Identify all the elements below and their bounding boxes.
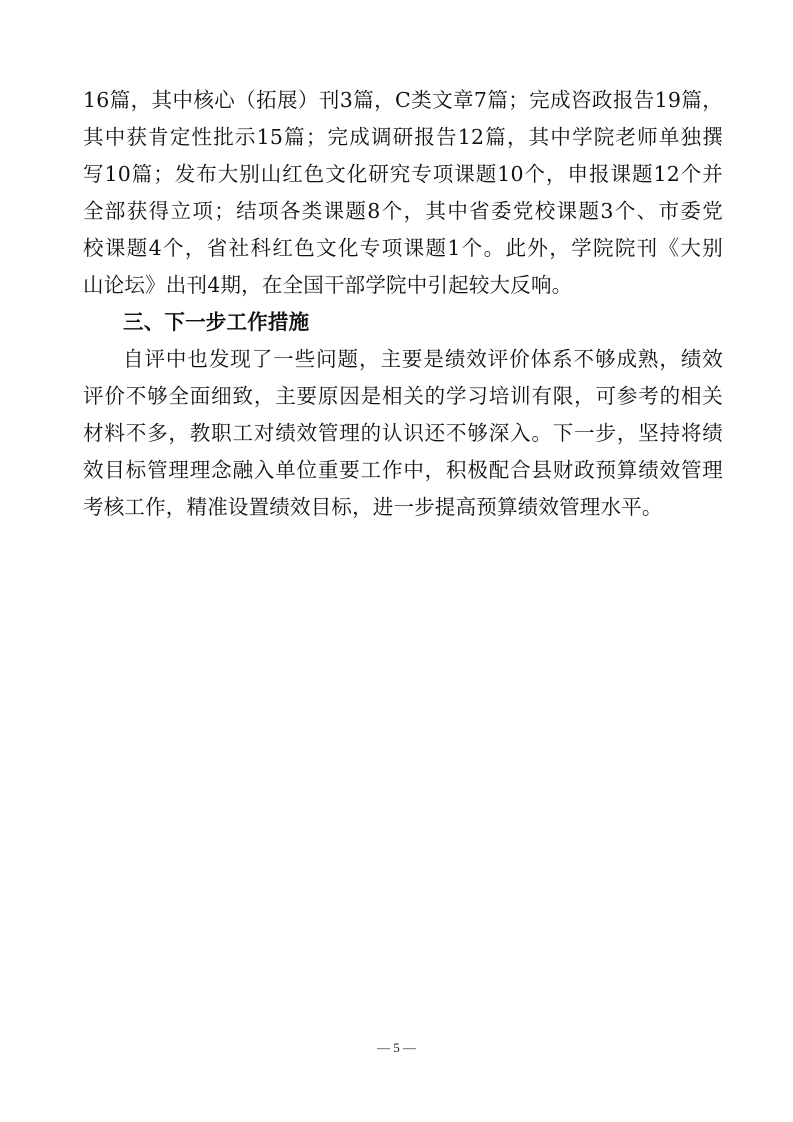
text-line: 其中获肯定性批示15篇；完成调研报告12篇，其中学院老师单独撰 <box>83 125 723 149</box>
text-line: 自评中也发现了一些问题，主要是绩效评价体系不够成熟，绩效 <box>123 347 723 371</box>
text-line: 校课题4个，省社科红色文化专项课题1个。此外，学院院刊《大别 <box>83 236 723 260</box>
text-line: 评价不够全面细致，主要原因是相关的学习培训有限，可参考的相关 <box>83 384 723 408</box>
paragraph-achievements <box>83 82 723 304</box>
text-line: 山论坛》出刊4期，在全国干部学院中引起较大反响。 <box>83 273 573 297</box>
text-line: 全部获得立项；结项各类课题8个，其中省委党校课题3个、市委党 <box>83 199 723 223</box>
text-line: 16篇，其中核心（拓展）刊3篇，C类文章7篇；完成咨政报告19篇， <box>83 88 723 112</box>
text-line: 材料不多，教职工对绩效管理的认识还不够深入。下一步，坚持将绩 <box>83 421 723 445</box>
text-line: 效目标管理理念融入单位重要工作中，积极配合县财政预算绩效管理 <box>83 458 723 482</box>
paragraph-next-steps <box>83 341 723 526</box>
text-line: 考核工作，精准设置绩效目标，进一步提高预算绩效管理水平。 <box>83 495 663 519</box>
page-number: — 5 — <box>377 1040 416 1055</box>
section-heading: 三、下一步工作措施 <box>123 310 310 334</box>
document-body <box>83 82 723 526</box>
text-line: 写10篇；发布大别山红色文化研究专项课题10个，申报课题12个并 <box>83 162 723 186</box>
